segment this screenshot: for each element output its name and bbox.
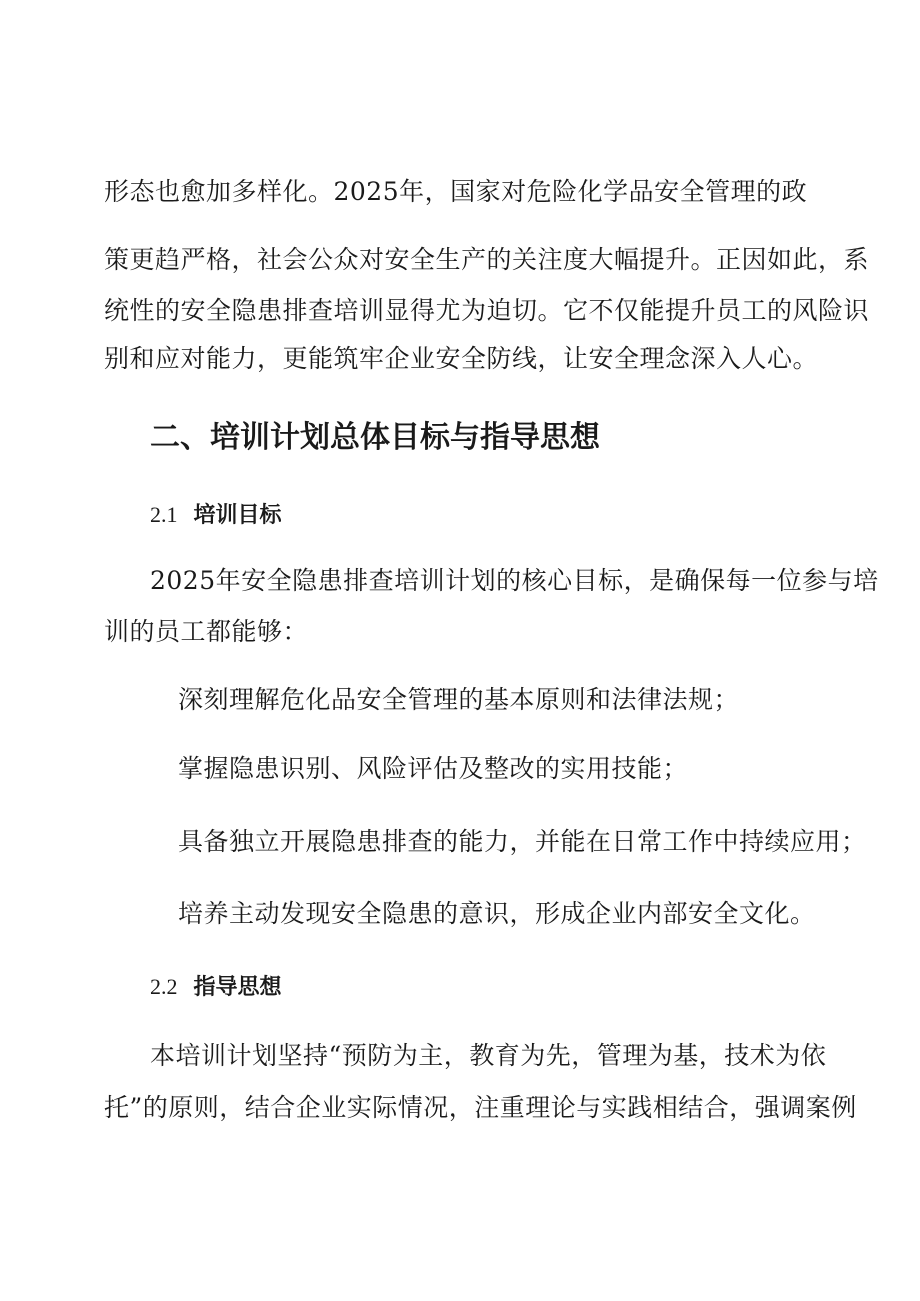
paragraph-line: 本培训计划坚持“预防为主，教育为先，管理为基，技术为依: [150, 1041, 827, 1070]
goal-item: 培养主动发现安全隐患的意识，形成企业内部安全文化。: [178, 899, 816, 928]
subsection-heading-2-2: [150, 971, 282, 1004]
goal-item: 具备独立开展隐患排查的能力，并能在日常工作中持续应用；: [178, 827, 867, 856]
intro-line-2: 策更趋严格，社会公众对安全生产的关注度大幅提升。正因如此，系: [104, 245, 870, 274]
goal-item: 掌握隐患识别、风险评估及整改的实用技能；: [178, 754, 689, 783]
subsection-heading-2-1: [150, 499, 282, 532]
subsection-number: 2.1: [150, 502, 178, 527]
intro-line-3: 统性的安全隐患排查培训显得尤为迫切。它不仅能提升员工的风险识: [104, 296, 870, 325]
subsection-title: 培训目标: [193, 503, 282, 528]
intro-line-4: 别和应对能力，更能筑牢企业安全防线，让安全理念深入人心。: [104, 344, 819, 373]
intro-line-1: 形态也愈加多样化。2025年，国家对危险化学品安全管理的政: [104, 177, 808, 206]
paragraph-line: 2025年安全隐患排查培训计划的核心目标，是确保每一位参与培: [150, 566, 879, 595]
subsection-title: 指导思想: [193, 975, 282, 1000]
section-heading: 二、培训计划总体目标与指导思想: [150, 420, 600, 455]
subsection-number: 2.2: [150, 974, 178, 999]
paragraph-line: 训的员工都能够：: [104, 617, 309, 646]
paragraph-line: 托”的原则，结合企业实际情况，注重理论与实践相结合，强调案例: [104, 1093, 857, 1122]
goal-item: 深刻理解危化品安全管理的基本原则和法律法规；: [178, 685, 740, 714]
